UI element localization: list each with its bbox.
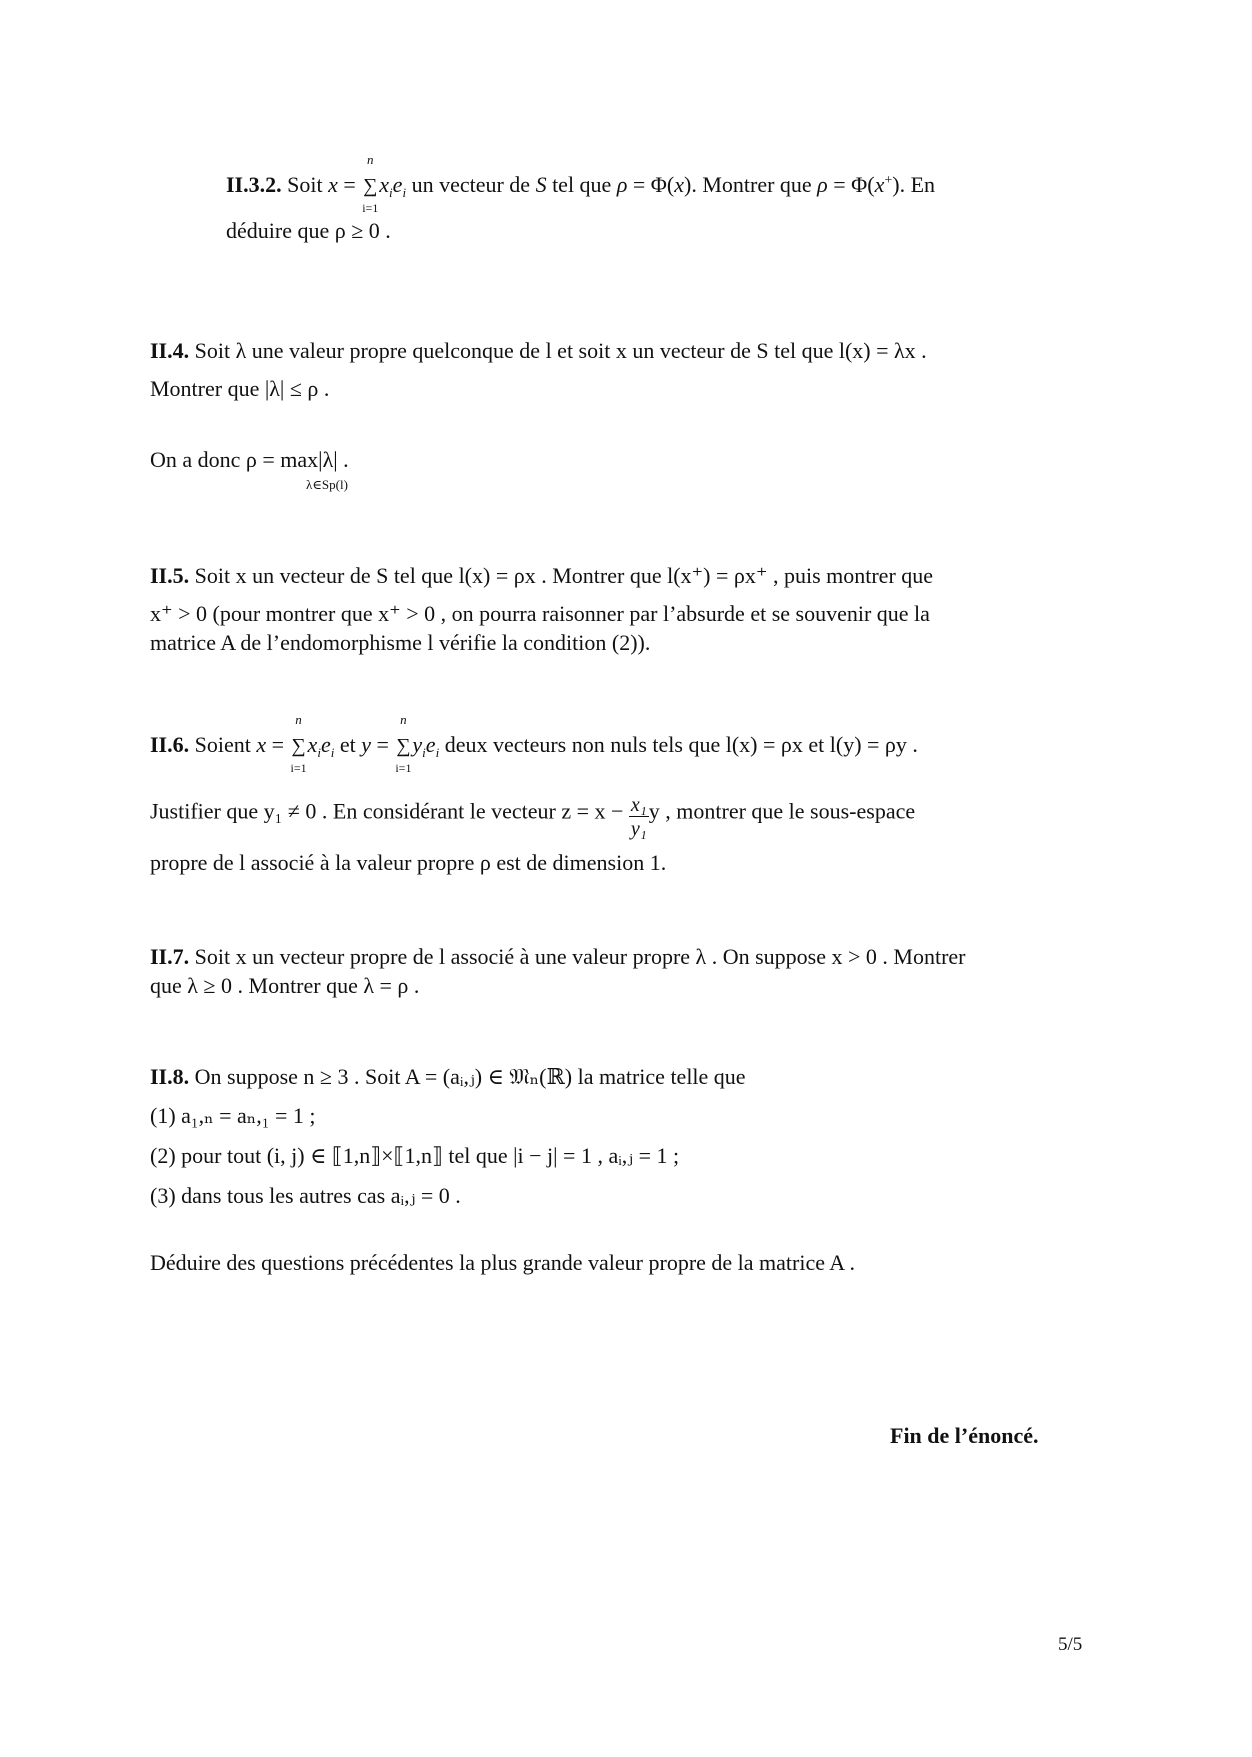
condition-3: (3) dans tous les autres cas aᵢ,ⱼ = 0 .: [150, 1183, 461, 1208]
section-2-3-2-line-2: déduire que ρ ≥ 0 .: [226, 218, 391, 243]
sum-symbol: n ∑ i=1: [290, 712, 307, 775]
section-2-4-line-1: II.4. Soit λ une valeur propre quelconque de l et soit x un vecteur de S tel que l(x) = λx .: [150, 338, 927, 363]
section-label: II.8.: [150, 1064, 190, 1089]
page-number: 5/5: [1058, 1634, 1083, 1655]
section-2-4-line-3: On a donc ρ = max|λ| .: [150, 447, 349, 472]
section-2-8-conclusion: Déduire des questions précédentes la plus grande valeur propre de la matrice A .: [150, 1250, 855, 1275]
section-2-6-line-3: propre de l associé à la valeur propre ρ est de dimension 1.: [150, 850, 667, 875]
section-label: II.4.: [150, 338, 190, 363]
section-2-4-line-2: Montrer que |λ| ≤ ρ .: [150, 376, 330, 401]
section-2-7-line-1: II.7. Soit x un vecteur propre de l associé à une valeur propre λ . On suppose x > 0 . Montrer: [150, 944, 966, 969]
section-2-5-line-3: matrice A de l’endomorphisme l vérifie la condition (2)).: [150, 630, 651, 655]
sum-symbol: n ∑ i=1: [395, 712, 412, 775]
section-label: II.7.: [150, 944, 190, 969]
section-2-6-line-2: Justifier que y₁ ≠ 0 . En considérant le vecteur z = x − $\frac{\text{x₁}}{\text{y₁}}$ y , montrer que le sous-espace: [150, 794, 916, 840]
condition-1: (1) a₁,ₙ = aₙ,₁ = 1 ;: [150, 1103, 316, 1128]
max-subscript: λ∈Sp(l): [306, 477, 348, 492]
section-2-8-line-1: II.8. On suppose n ≥ 3 . Soit A = (aᵢ,ⱼ) ∈ 𝔐ₙ(ℝ) la matrice telle que: [150, 1064, 746, 1089]
section-2-5-line-1: II.5. Soit x un vecteur de S tel que l(x) = ρx . Montrer que l(x⁺) = ρx⁺ , puis montrer que: [150, 563, 934, 588]
sum-symbol: n ∑ i=1: [362, 152, 379, 215]
condition-2: (2) pour tout (i, j) ∈ ⟦1,n⟧×⟦1,n⟧ tel que |i − j| = 1 , aᵢ,ⱼ = 1 ;: [150, 1143, 680, 1168]
section-2-7-line-2: que λ ≥ 0 . Montrer que λ = ρ .: [150, 973, 420, 998]
section-label: II.5.: [150, 563, 190, 588]
section-label: II.6.: [150, 732, 190, 757]
section-label: II.3.2.: [226, 172, 282, 197]
fraction: $\frac{\text{x₁}}{\text{y₁}}$: [630, 794, 647, 840]
section-2-5-line-2: x⁺ > 0 (pour montrer que x⁺ > 0 , on pourra raisonner par l’absurde et se souvenir que la: [150, 601, 930, 626]
end-of-statement: Fin de l’énoncé.: [890, 1423, 1039, 1448]
section-2-6-line-1: II.6. Soient x = n ∑ i=1 $x_ie_i$ et y = n ∑ i=1 $y_ie_i$ deux vecteurs non nuls tels que l(x) = ρx et l(y) = ρy .: [150, 712, 918, 775]
section-2-3-2-line-1: II.3.2. Soit x = n ∑ i=1 $x_ie_i$ un vecteur de S tel que ρ = Φ(x). Montrer que ρ = Φ(x+). En: [226, 152, 936, 215]
